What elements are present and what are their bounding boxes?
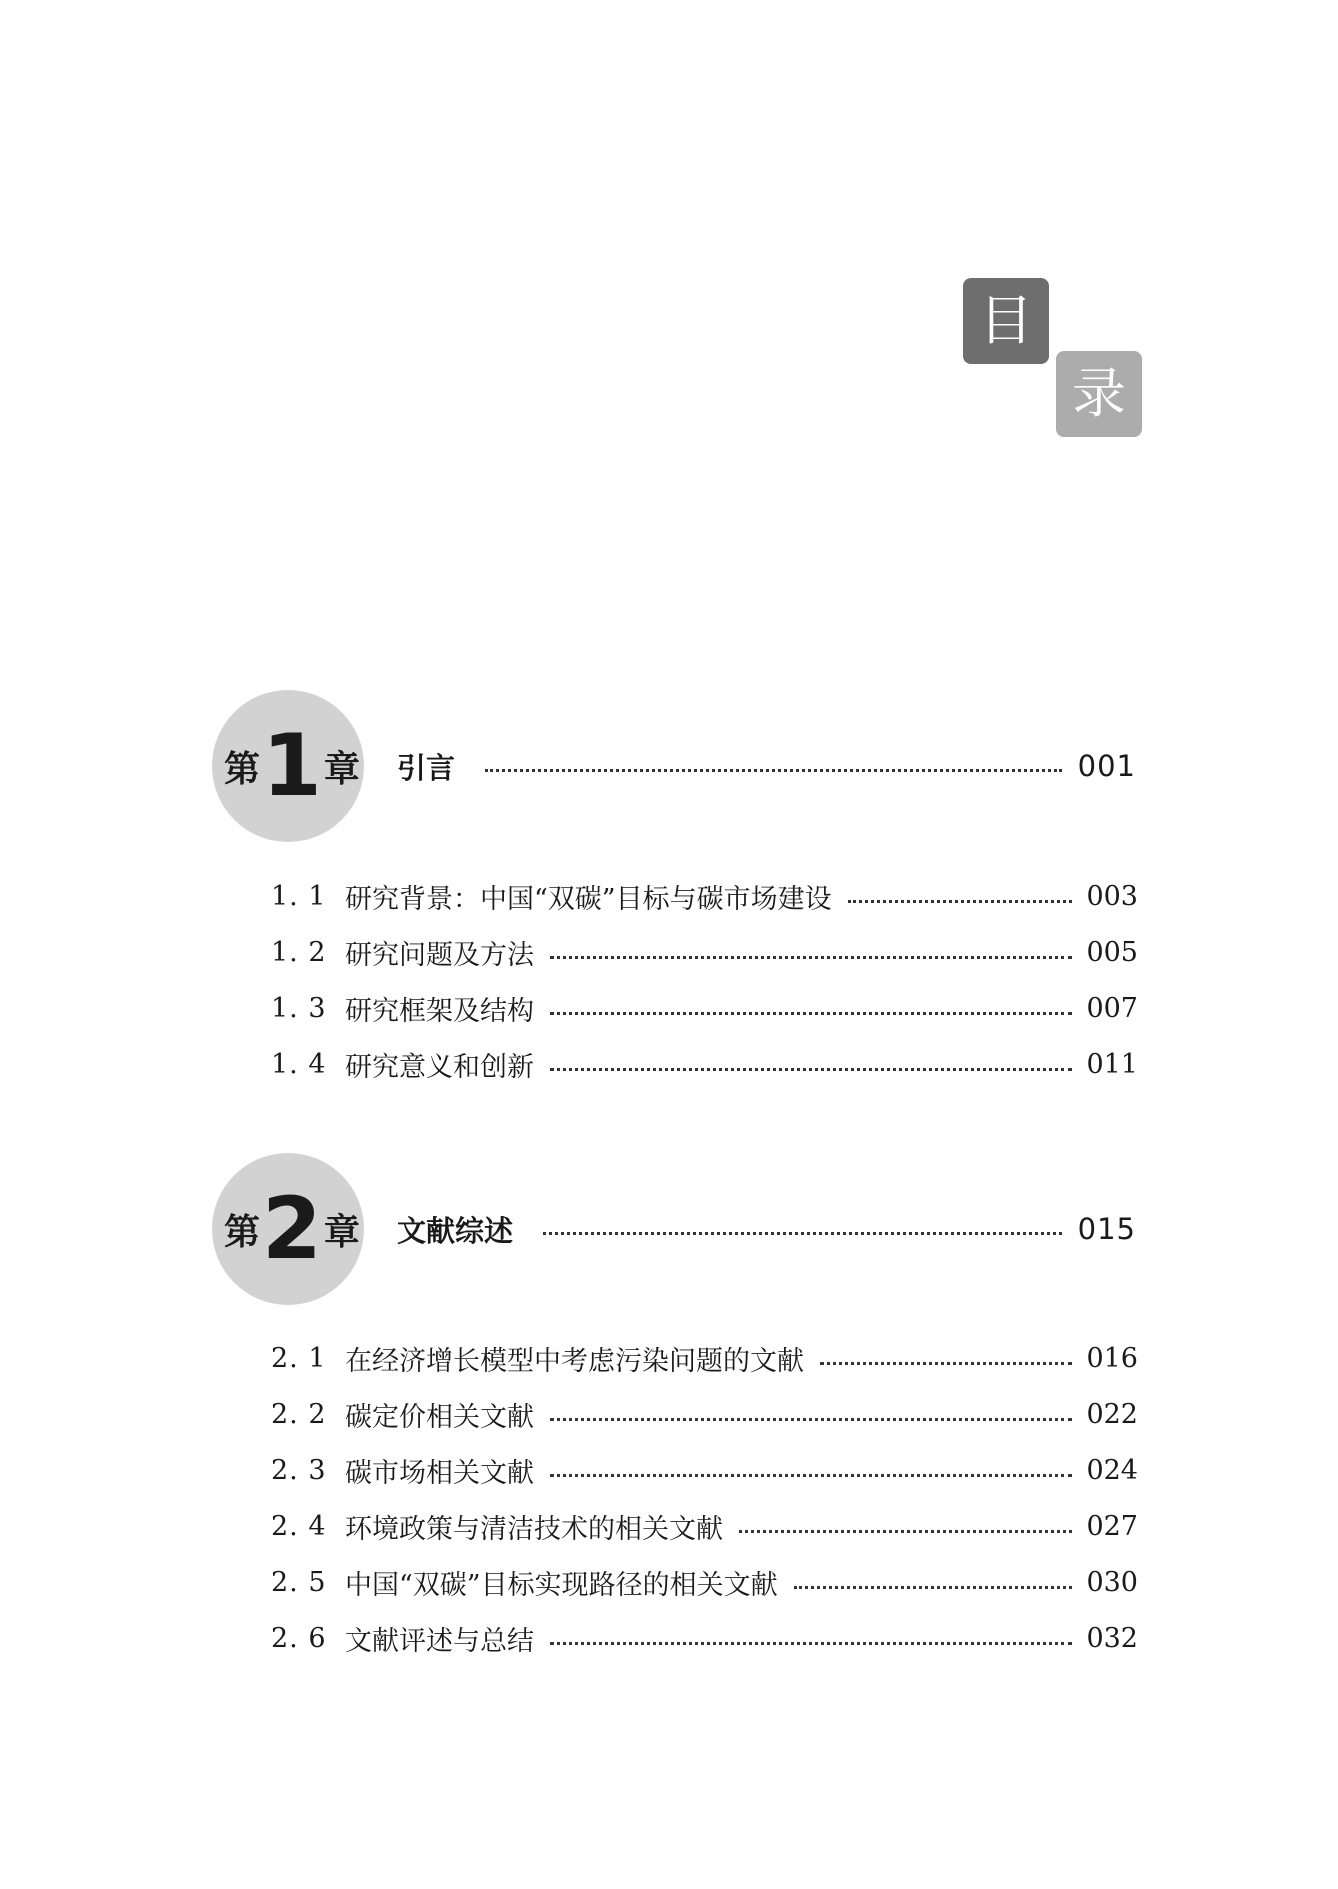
toc-title-char-1: 目	[963, 278, 1049, 364]
section-page-number: 005	[1086, 936, 1138, 968]
section-title: 环境政策与清洁技术的相关文献	[345, 1513, 723, 1545]
chapter-prefix: 第	[224, 748, 261, 790]
section-list	[271, 1330, 1138, 1666]
section-title: 中国“双碳”目标实现路径的相关文献	[345, 1569, 778, 1601]
section-page-number: 027	[1086, 1510, 1138, 1542]
section-number: 1. 3	[271, 992, 327, 1024]
chapter-badge	[224, 1179, 360, 1279]
section-page-number: 030	[1086, 1566, 1138, 1598]
chapter-suffix: 章	[323, 1211, 360, 1253]
dot-leader	[550, 1418, 1072, 1421]
toc-entry[interactable]	[271, 980, 1138, 1036]
chapter-number: 1	[262, 716, 322, 816]
section-page-number: 032	[1086, 1622, 1138, 1654]
section-number: 2. 4	[271, 1510, 327, 1542]
dot-leader	[550, 1012, 1072, 1015]
dot-leader	[739, 1530, 1072, 1533]
chapter-suffix: 章	[323, 748, 360, 790]
chapter-number: 2	[262, 1179, 322, 1279]
chapter-title-line	[397, 740, 1136, 792]
section-page-number: 024	[1086, 1454, 1138, 1486]
toc-entry[interactable]	[271, 1498, 1138, 1554]
section-number: 1. 1	[271, 880, 327, 912]
dot-leader	[848, 900, 1073, 903]
dot-leader	[820, 1362, 1072, 1365]
dot-leader	[543, 1232, 1062, 1235]
section-title: 在经济增长模型中考虑污染问题的文献	[345, 1345, 804, 1377]
toc-entry[interactable]	[271, 1442, 1138, 1498]
dot-leader	[550, 1474, 1072, 1477]
chapter-title-line	[397, 1203, 1136, 1255]
chapter-prefix: 第	[224, 1211, 261, 1253]
section-number: 2. 3	[271, 1454, 327, 1486]
dot-leader	[550, 1068, 1072, 1071]
dot-leader	[550, 956, 1072, 959]
chapter-page-number: 001	[1077, 749, 1136, 783]
dot-leader	[794, 1586, 1073, 1589]
section-page-number: 016	[1086, 1342, 1138, 1374]
section-number: 2. 5	[271, 1566, 327, 1598]
chapter-title: 文献综述	[397, 1213, 514, 1248]
section-page-number: 007	[1086, 992, 1138, 1024]
toc-entry[interactable]	[271, 1554, 1138, 1610]
chapter-page-number: 015	[1077, 1212, 1136, 1246]
section-number: 1. 4	[271, 1048, 327, 1080]
section-number: 1. 2	[271, 936, 327, 968]
section-title: 碳市场相关文献	[345, 1457, 534, 1489]
section-title: 研究框架及结构	[345, 995, 534, 1027]
section-page-number: 022	[1086, 1398, 1138, 1430]
toc-entry[interactable]	[271, 1330, 1138, 1386]
chapter-header[interactable]	[212, 690, 1136, 842]
dot-leader	[550, 1642, 1072, 1645]
section-number: 2. 1	[271, 1342, 327, 1374]
section-page-number: 003	[1086, 880, 1138, 912]
chapter-title: 引言	[397, 750, 456, 785]
toc-title-char-2: 录	[1056, 351, 1142, 437]
section-page-number: 011	[1086, 1048, 1138, 1080]
toc-entry[interactable]	[271, 1610, 1138, 1666]
section-title: 碳定价相关文献	[345, 1401, 534, 1433]
toc-entry[interactable]	[271, 1036, 1138, 1092]
toc-entry[interactable]	[271, 1386, 1138, 1442]
toc-entry[interactable]	[271, 868, 1138, 924]
section-number: 2. 6	[271, 1622, 327, 1654]
section-title: 研究意义和创新	[345, 1051, 534, 1083]
section-title: 文献评述与总结	[345, 1625, 534, 1657]
dot-leader	[485, 769, 1062, 772]
section-title: 研究问题及方法	[345, 939, 534, 971]
section-number: 2. 2	[271, 1398, 327, 1430]
chapter-header[interactable]	[212, 1153, 1136, 1305]
chapter-badge	[224, 716, 360, 816]
section-list	[271, 868, 1138, 1092]
toc-entry[interactable]	[271, 924, 1138, 980]
section-title: 研究背景：中国“双碳”目标与碳市场建设	[345, 883, 832, 915]
